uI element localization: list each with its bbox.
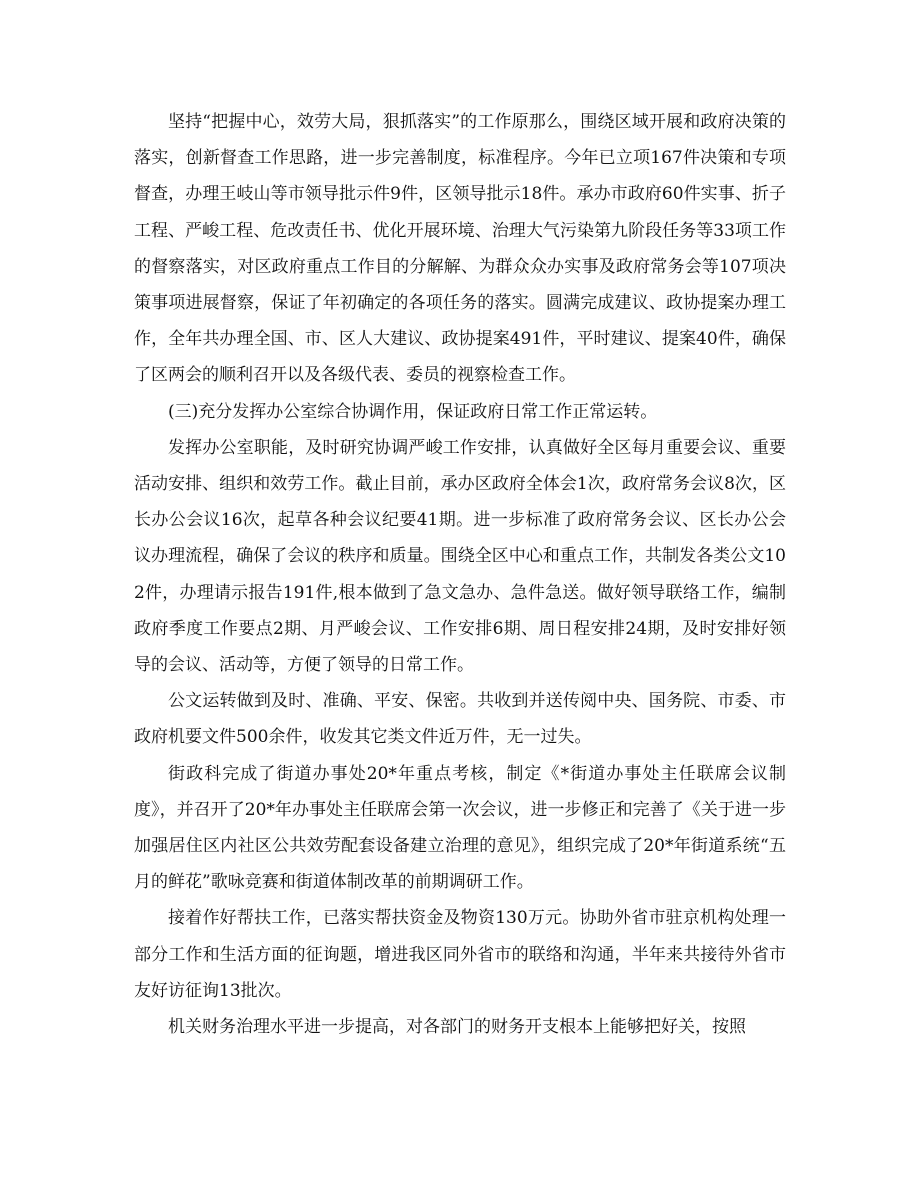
paragraph-assistance-work: 接着作好帮扶工作，已落实帮扶资金及物资130万元。协助外省市驻京机构处理一部分工作和生活方面的征询题，增进我区同外省市的联络和沟通，半年来共接待外省市友好访征询13批次。 xyxy=(134,908,786,1001)
paragraph-finance-management: 机关财务治理水平进一步提高，对各部门的财务开支根本上能够把好关，按照 xyxy=(168,1017,746,1038)
paragraph-document-circulation: 公文运转做到及时、准确、平安、保密。共收到并送传阅中央、国务院、市委、市政府机要文件500余件，收发其它类文件近万件，无一过失。 xyxy=(134,691,786,748)
paragraph-supervision: 坚持“把握中心，效劳大局，狠抓落实”的工作原那么，围绕区域开展和政府决策的落实，创新督查工作思路，进一步完善制度，标准程序。今年已立项167件决策和专项督查，办理王岐山等市领导批示件9件，区领导批示18件。承办市政府60件实事、折子工程、严峻工程、危改责任书、优化开展环境、治理大气污染第九阶段任务等33项工作的督察落实，对区政府重点工作目的分解解、为群众众办实事及政府常务会等107项决策事项进展督察，保证了年初确定的各项任务的落实。圆满完成建议、政协提案办理工作，全年共办理全国、市、区人大建议、政协提案491件，平时建议、提案40件，确保了区两会的顺利召开以及各级代表、委员的视察检查工作。 xyxy=(134,112,786,386)
paragraph-street-affairs: 街政科完成了街道办事处20*年重点考核，制定《*街道办事处主任联席会议制度》，并召开了20*年办事处主任联席会第一次会议，进一步修正和完善了《关于进一步加强居住区内社区公共效劳配套设备建立治理的意见》，组织完成了20*年街道系统“五月的鲜花”歌咏竞赛和街道体制改革的前期调研工作。 xyxy=(134,763,786,893)
document-body xyxy=(134,104,786,1045)
section-heading-coordination: (三)充分发挥办公室综合协调作用，保证政府日常工作正常运转。 xyxy=(168,401,658,422)
paragraph-office-functions: 发挥办公室职能，及时研究协调严峻工作安排，认真做好全区每月重要会议、重要活动安排、组织和效劳工作。截止目前，承办区政府全体会1次，政府常务会议8次，区长办公会议16次，起草各种会议纪要41期。进一步标准了政府常务会议、区长办公会议办理流程，确保了会议的秩序和质量。围绕全区中心和重点工作，共制发各类公文102件，办理请示报告191件,根本做到了急文急办、急件急送。做好领导联络工作，编制政府季度工作要点2期、月严峻会议、工作安排6期、周日程安排24期，及时安排好领导的会议、活动等，方便了领导的日常工作。 xyxy=(134,437,786,676)
